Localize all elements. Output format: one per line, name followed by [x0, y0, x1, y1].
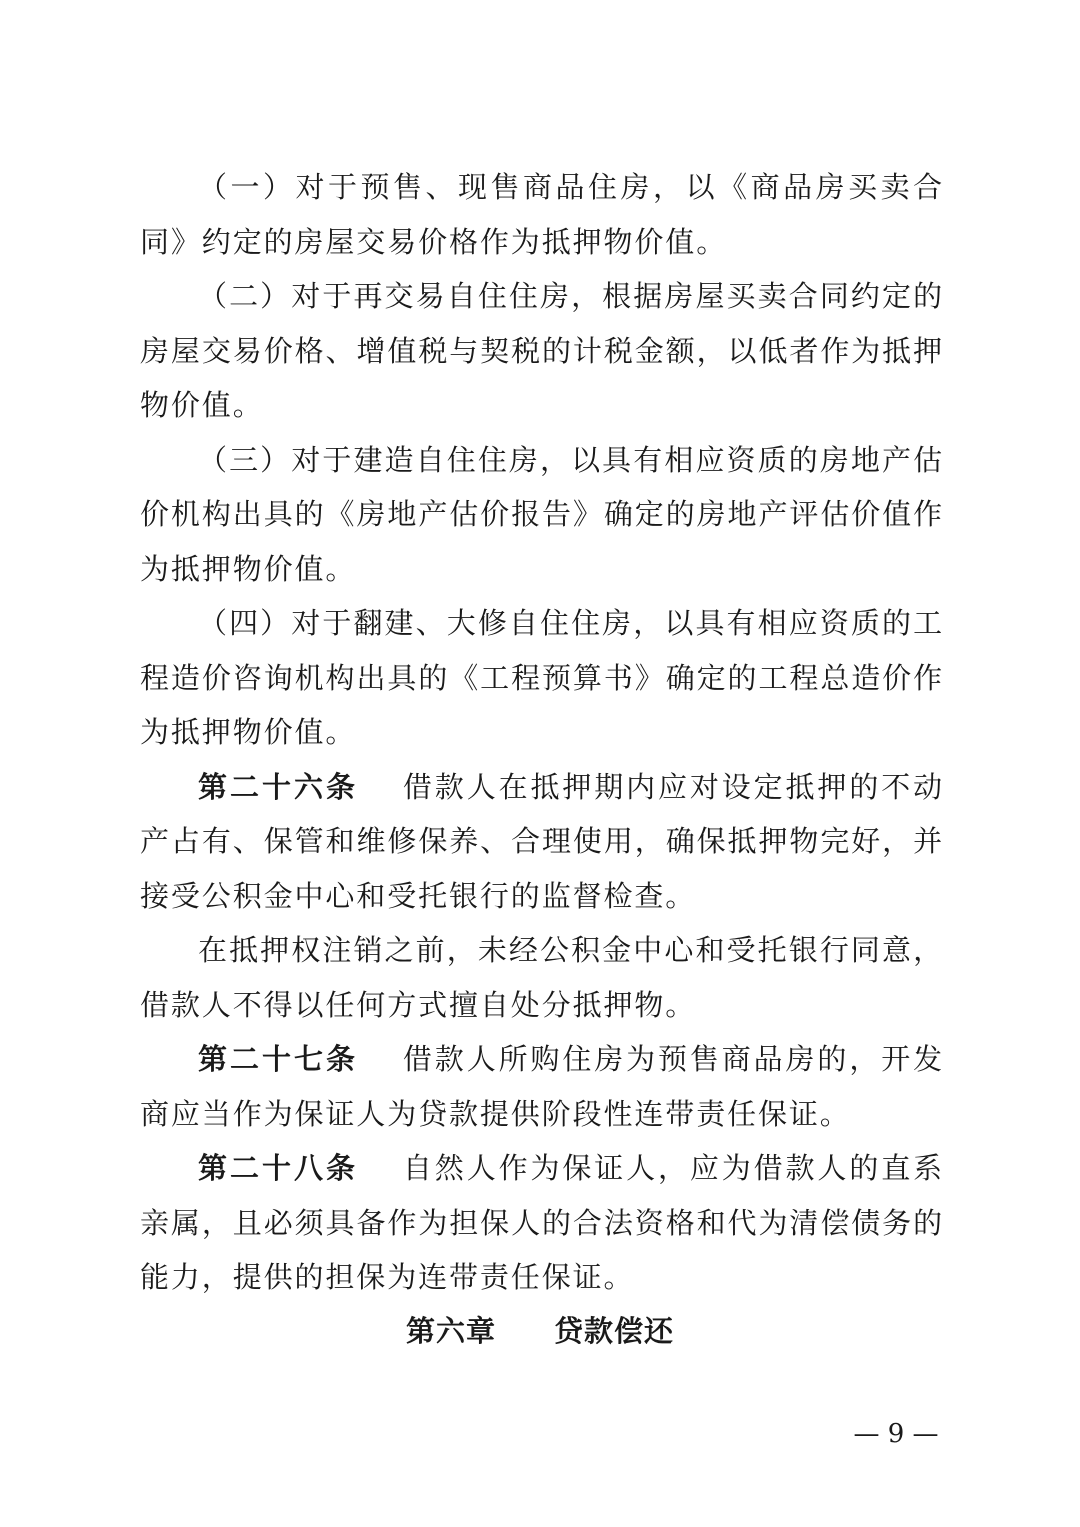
document-body	[140, 160, 944, 1305]
chapter-heading	[0, 1306, 1080, 1356]
chapter-number: 第六章	[405, 1314, 496, 1348]
article-heading: 第二十六条	[198, 769, 358, 804]
article-text: 自然人作为保证人，应为借款人的直系亲属，且必须具备作为担保人的合法资格和代为清偿债务的能力，提供的担保为连带责任保证。	[140, 1151, 944, 1294]
article-27	[140, 1032, 944, 1141]
article-heading: 第二十七条	[198, 1042, 358, 1076]
article-26	[140, 760, 944, 924]
article-28	[140, 1141, 944, 1305]
paragraph-item-1: （一）对于预售、现售商品住房，以《商品房买卖合同》约定的房屋交易价格作为抵押物价值。	[140, 170, 944, 259]
article-text: 借款人在抵押期内应对设定抵押的不动产占有、保管和维修保养、合理使用，确保抵押物完好，并接受公积金中心和受托银行的监督检查。	[140, 769, 944, 913]
paragraph-item-6: 在抵押权注销之前，未经公积金中心和受托银行同意，借款人不得以任何方式擅自处分抵押物。	[140, 933, 944, 1022]
paragraph-item-4: （四）对于翻建、大修自住住房，以具有相应资质的工程造价咨询机构出具的《工程预算书》确定的工程总造价作为抵押物价值。	[140, 606, 944, 749]
page-number: — 9 —	[853, 1419, 939, 1449]
article-text: 借款人所购住房为预售商品房的，开发商应当作为保证人为贷款提供阶段性连带责任保证。	[140, 1042, 944, 1131]
paragraph-item-3: （三）对于建造自住住房，以具有相应资质的房地产估价机构出具的《房地产估价报告》确定的房地产评估价值作为抵押物价值。	[140, 442, 944, 586]
paragraph-item-2: （二）对于再交易自住住房，根据房屋买卖合同约定的房屋交易价格、增值税与契税的计税金额，以低者作为抵押物价值。	[140, 279, 944, 422]
chapter-title: 贷款偿还	[554, 1314, 675, 1348]
article-heading: 第二十八条	[198, 1151, 358, 1185]
